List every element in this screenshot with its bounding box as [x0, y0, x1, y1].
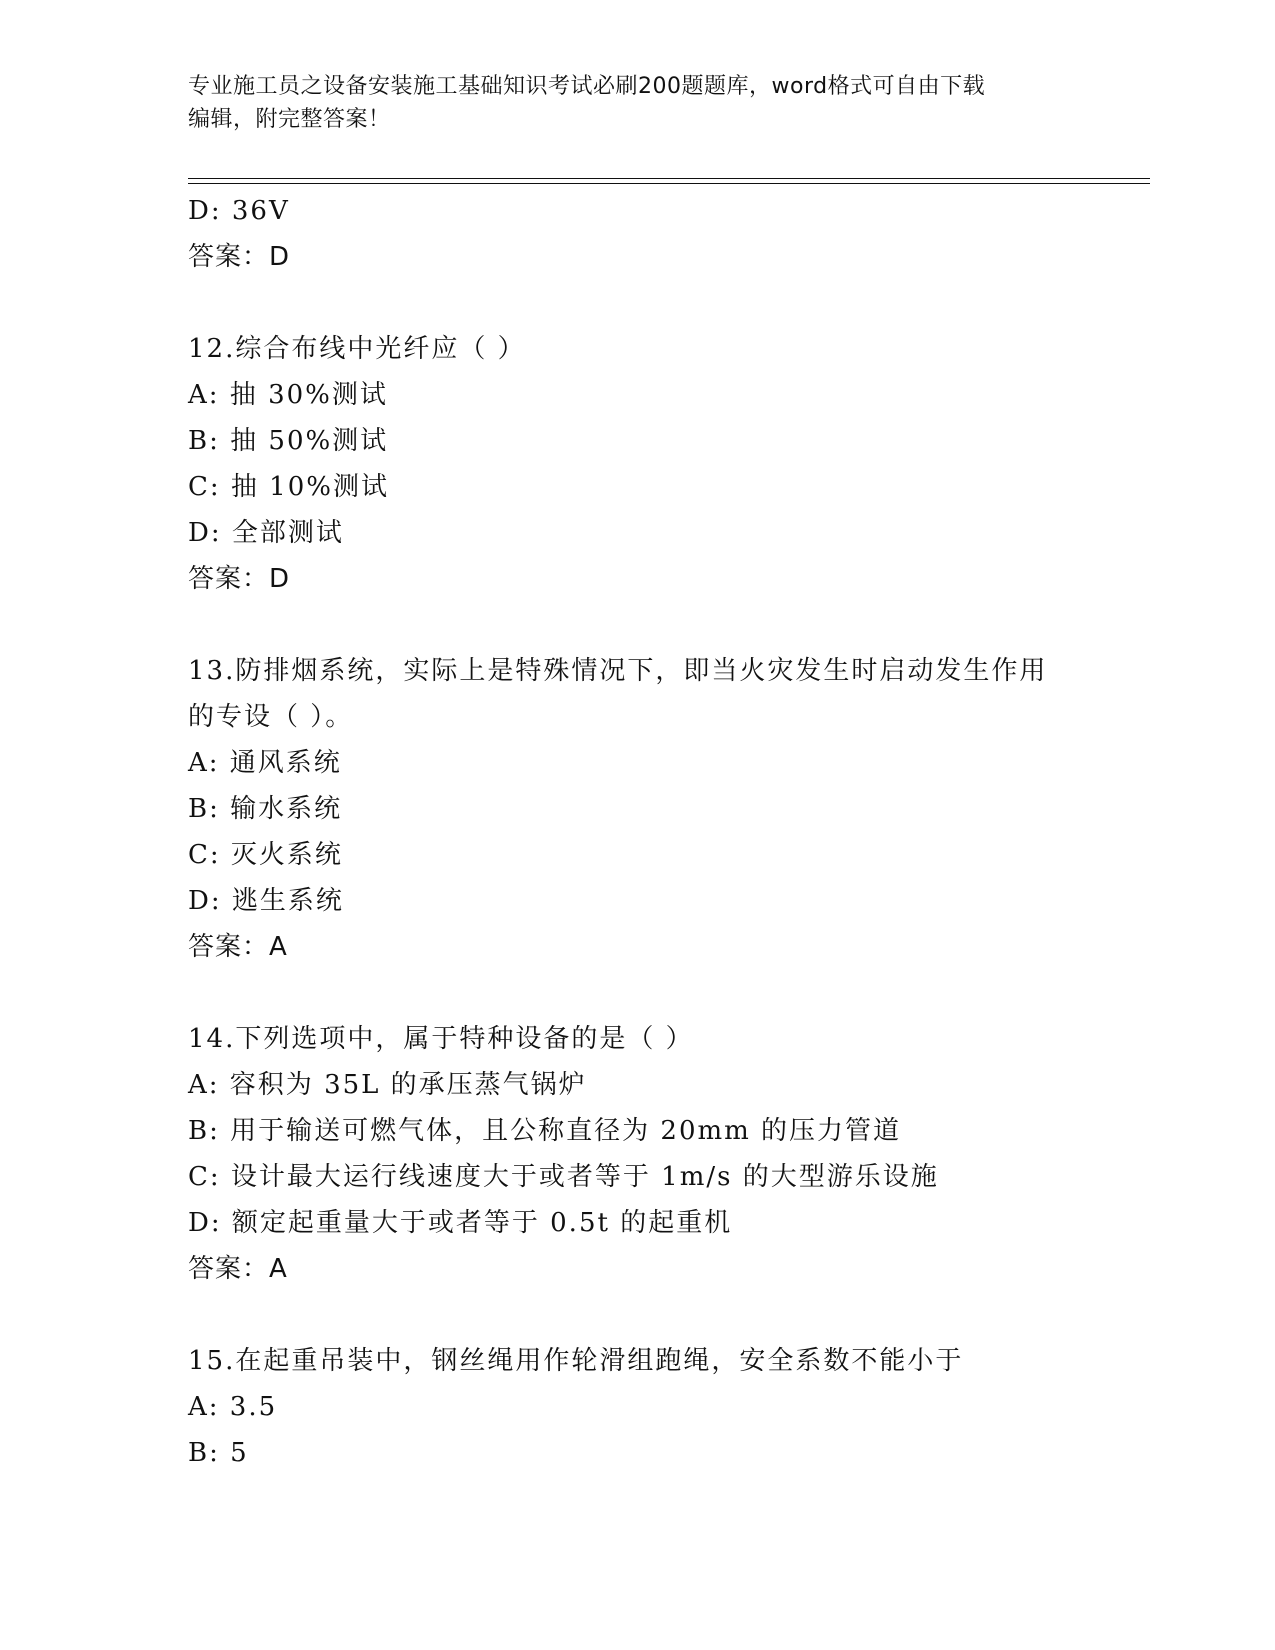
answer: 答案：D: [188, 242, 291, 272]
option-d: D: 全部测试: [188, 518, 344, 548]
question-13: [188, 648, 1088, 970]
answer: 答案：A: [188, 1254, 288, 1284]
question-14: [188, 1016, 1088, 1292]
question-text: 15.在起重吊装中，钢丝绳用作轮滑组跑绳，安全系数不能小于: [188, 1346, 964, 1376]
option-b: B: 抽 50%测试: [188, 426, 389, 456]
document-header: [188, 70, 1068, 136]
option-d: D: 逃生系统: [188, 886, 344, 916]
option-c: C: 抽 10%测试: [188, 472, 389, 502]
question-text: 14.下列选项中，属于特种设备的是（ ）: [188, 1024, 694, 1054]
question-text: 12.综合布线中光纤应（ ）: [188, 334, 526, 364]
option-b: B: 输水系统: [188, 794, 343, 824]
header-line-1: 专业施工员之设备安装施工基础知识考试必刷200题题库，word格式可自由下载: [188, 74, 986, 99]
question-11-tail: [188, 188, 1088, 280]
option-b: B: 用于输送可燃气体，且公称直径为 20mm 的压力管道: [188, 1116, 902, 1146]
answer: 答案：A: [188, 932, 288, 962]
answer: 答案：D: [188, 564, 291, 594]
question-12: [188, 326, 1088, 602]
option-a: A: 3.5: [188, 1392, 278, 1422]
option-d: D: 额定起重量大于或者等于 0.5t 的起重机: [188, 1208, 733, 1238]
header-divider-top: [188, 178, 1150, 179]
option-d: D: 36V: [188, 196, 290, 226]
header-divider-bottom: [188, 183, 1150, 184]
header-line-2: 编辑，附完整答案！: [188, 107, 391, 132]
question-15: [188, 1338, 1088, 1476]
option-c: C: 灭火系统: [188, 840, 343, 870]
document-body: [188, 188, 1088, 1476]
option-c: C: 设计最大运行线速度大于或者等于 1m/s 的大型游乐设施: [188, 1162, 939, 1192]
option-a: A: 通风系统: [188, 748, 342, 778]
option-b: B: 5: [188, 1438, 249, 1468]
question-text-line-2: 的专设（ ）。: [188, 702, 354, 732]
question-text-line-1: 13.防排烟系统，实际上是特殊情况下，即当火灾发生时启动发生作用: [188, 656, 1048, 686]
option-a: A: 抽 30%测试: [188, 380, 388, 410]
option-a: A: 容积为 35L 的承压蒸气锅炉: [188, 1070, 587, 1100]
